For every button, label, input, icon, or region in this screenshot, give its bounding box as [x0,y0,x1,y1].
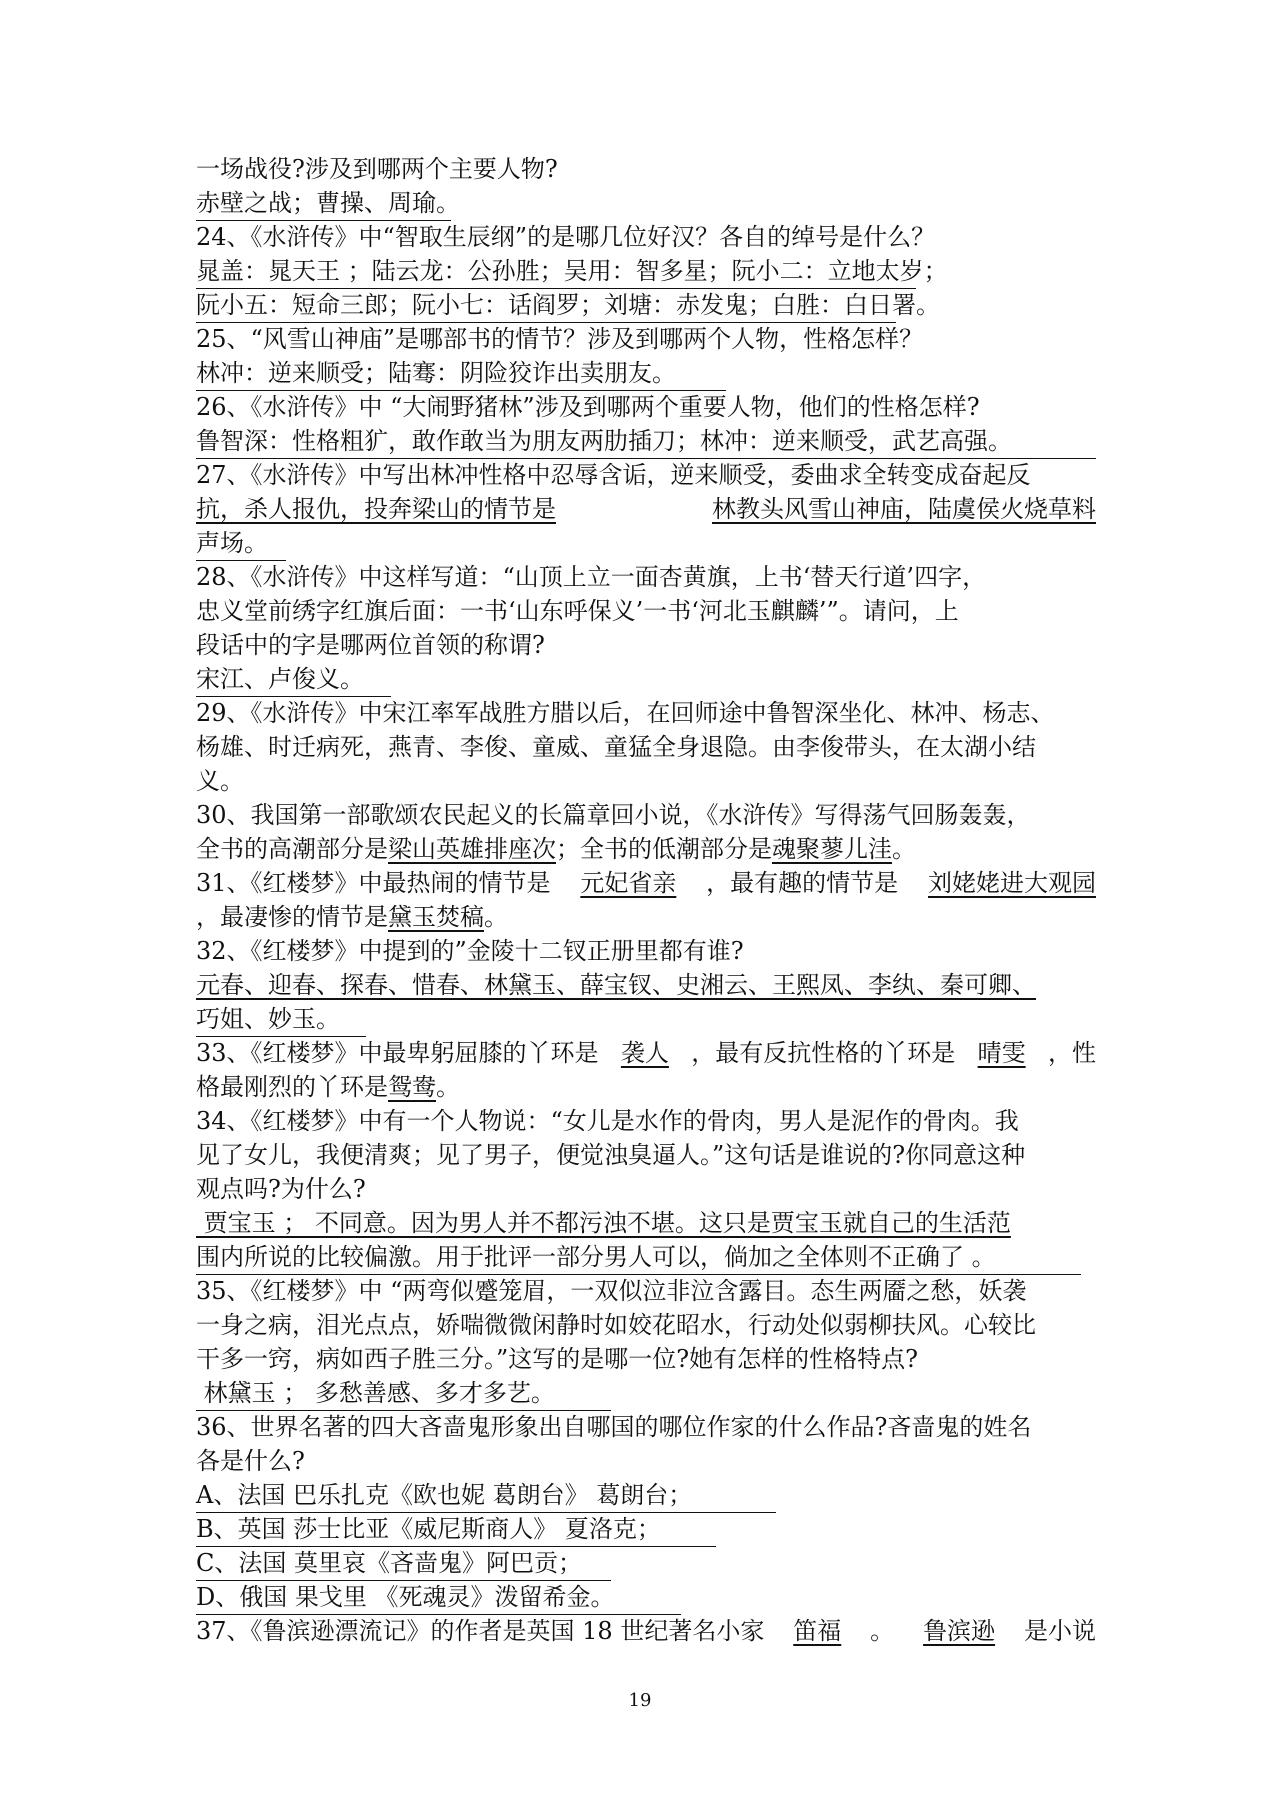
question-37: 37、《鲁滨逊漂流记》的作者是英国 18 世纪著名小家 笛福 。 鲁滨逊 是小说 [196,1617,1096,1645]
text-line: 杨雄、时迁病死，燕青、李俊、童威、童猛全身退隐。由李俊带头，在太湖小结 [196,733,1036,761]
text-line: 一身之病，泪光点点，娇喘微微闲静时如姣花昭水，行动处似弱柳扶风。心较比 [196,1311,1036,1339]
text-line: 干多一窍，病如西子胜三分。”这写的是哪一位?她有怎样的性格特点? [196,1345,919,1373]
answer-line: 巧姐、妙玉。 [196,1002,1096,1036]
answer-line: 宋江、卢俊义。 [196,662,1096,696]
answer-line: B、英国 莎士比亚《威尼斯商人》 夏洛克； [196,1512,1096,1546]
question-33: 33、《红楼梦》中最卑躬屈膝的丫环是 袭人 ，最有反抗性格的丫环是 晴雯 ，性 [196,1039,1096,1067]
answer-line: 元春、迎春、探春、惜春、林黛玉、薛宝钗、史湘云、王熙凤、李纨、秦可卿、 [196,971,1036,999]
text-line: 全书的高潮部分是梁山英雄排座次；全书的低潮部分是魂聚蓼儿洼。 [196,835,916,863]
question-31: 31、《红楼梦》中最热闹的情节是 元妃省亲 ，最有趣的情节是 刘姥姥进大观园 [196,869,1096,897]
text-line: 见了女儿，我便清爽；见了男子，便觉浊臭逼人。”这句话是谁说的?你同意这种 [196,1141,1026,1169]
answer-line: 林黛玉 ； 多愁善感、多才多艺。 [196,1376,1096,1410]
question-27: 27、《水浒传》中写出林冲性格中忍辱含诟，逆来顺受，委曲求全转变成奋起反 [196,461,1031,489]
text-line: 各是什么? [196,1447,305,1475]
text-line: 义。 [196,767,244,795]
answer-line: C、法国 莫里哀《吝啬鬼》阿巴贡； [196,1546,1096,1580]
text-line: 观点吗?为什么? [196,1175,366,1203]
page-number: 19 [628,1690,652,1711]
document-body [196,152,1096,1648]
question-26: 26、《水浒传》中 “大闹野猪林”涉及到哪两个重要人物，他们的性格怎样? [196,393,980,421]
answer-line: 声场。 [196,526,1096,560]
question-32: 32、《红楼梦》中提到的”金陵十二钗正册里都有谁? [196,937,744,965]
question-24: 24、《水浒传》中“智取生辰纲”的是哪几位好汉？各自的绰号是什么？ [196,223,936,251]
question-28: 28、《水浒传》中这样写道：“山顶上立一面杏黄旗，上书‘替天行道’四字， [196,563,987,591]
question-30: 30、我国第一部歌颂农民起义的长篇章回小说，《水浒传》写得荡气回肠轰轰， [196,801,1031,829]
text-line: 段话中的字是哪两位首领的称谓? [196,631,545,659]
answer-line: 赤壁之战；曹操、周瑜。 [196,186,1096,220]
text-line: 忠义堂前绣字红旗后面：一书‘山东呼保义’一书‘河北玉麒麟’”。请问，上 [196,597,959,625]
answer-line: D、俄国 果戈里 《死魂灵》泼留希金。 [196,1580,1096,1614]
question-25: 25、“风雪山神庙”是哪部书的情节？涉及到哪两个人物，性格怎样？ [196,325,924,353]
question-34: 34、《红楼梦》中有一个人物说：“女儿是水作的骨肉，男人是泥作的骨肉。我 [196,1107,1019,1135]
answer-line: 阮小五：短命三郎；阮小七：话阎罗；刘塘：赤发鬼；白胜：白日署。 [196,288,1096,322]
text-line: 格最刚烈的丫环是鸳鸯。 [196,1073,460,1101]
answer-line: 鲁智深：性格粗犷，敢作敢当为朋友两肋插刀；林冲：逆来顺受，武艺高强。 [196,424,1096,458]
question-35: 35、《红楼梦》中 “两弯似蹙笼眉，一双似泣非泣含露目。态生两靥之愁，妖袭 [196,1277,1027,1305]
text-line: 一场战役?涉及到哪两个主要人物? [196,155,558,183]
question-29: 29、《水浒传》中宋江率军战胜方腊以后，在回师途中鲁智深坐化、林冲、杨志、 [196,699,1055,727]
answer-line: 晁盖：晁天王 ；陆云龙：公孙胜；吴用：智多星；阮小二：立地太岁； [196,254,1096,288]
text-line: ，最凄惨的情节是黛玉焚稿。 [196,903,508,931]
answer-line: 贾宝玉 ； 不同意。因为男人并不都污浊不堪。这只是贾宝玉就自己的生活范 [196,1209,1011,1237]
text-line: 抗，杀人报仇，投奔梁山的情节是 林教头风雪山神庙，陆虞侯火烧草料 [196,495,1096,523]
answer-line: 围内所说的比较偏激。用于批评一部分男人可以，倘加之全体则不正确了 。 [196,1240,1096,1274]
question-36: 36、世界名著的四大吝啬鬼形象出自哪国的哪位作家的什么作品?吝啬鬼的姓名 [196,1413,1032,1441]
answer-line: 林冲：逆来顺受；陆骞：阴险狡诈出卖朋友。 [196,356,1096,390]
answer-line: A、法国 巴乐扎克《欧也妮 葛朗台》 葛朗台； [196,1478,1096,1512]
